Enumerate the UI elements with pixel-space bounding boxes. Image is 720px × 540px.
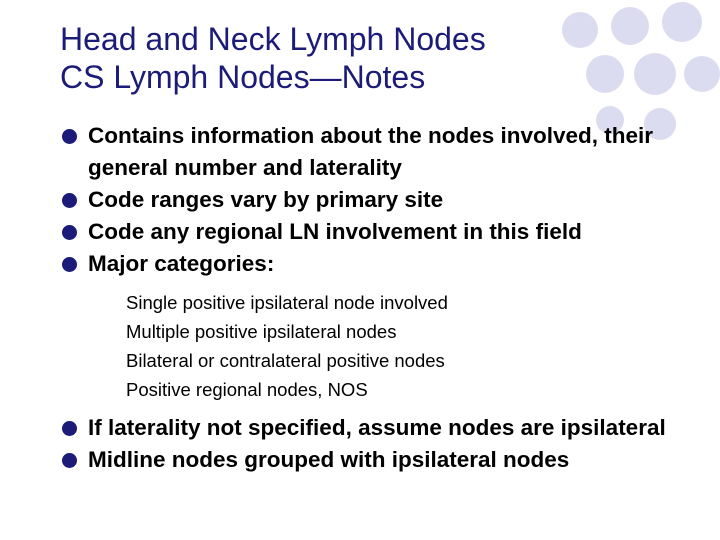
bullet-dot-icon bbox=[62, 453, 77, 468]
bullet-text: Midline nodes grouped with ipsilateral nodes bbox=[88, 447, 570, 472]
bullet-text: Contains information about the nodes involved, their general number and laterality bbox=[88, 123, 654, 180]
decor-circle bbox=[634, 53, 676, 95]
bullet-item bbox=[62, 412, 712, 444]
bullet-item bbox=[62, 184, 712, 216]
decor-circle bbox=[662, 2, 702, 42]
category-item: Positive regional nodes, NOS bbox=[126, 379, 368, 400]
title-line-2: CS Lymph Nodes—Notes bbox=[60, 59, 426, 95]
category-item: Multiple positive ipsilateral nodes bbox=[126, 321, 397, 342]
content bbox=[62, 120, 712, 476]
category-item: Single positive ipsilateral node involved bbox=[126, 292, 448, 313]
bullet-dot-icon bbox=[62, 421, 77, 436]
bullet-dot-icon bbox=[62, 225, 77, 240]
bullet-dot-icon bbox=[62, 193, 77, 208]
title-line-1: Head and Neck Lymph Nodes bbox=[60, 21, 486, 57]
bullet-dot-icon bbox=[62, 257, 77, 272]
slide-title bbox=[60, 20, 580, 96]
bullet-text: Code ranges vary by primary site bbox=[88, 187, 444, 212]
decor-circle bbox=[586, 55, 624, 93]
bullet-text: If laterality not specified, assume nodes are ipsilateral bbox=[88, 415, 666, 440]
major-categories-list bbox=[62, 288, 712, 404]
bullet-text: Code any regional LN involvement in this field bbox=[88, 219, 582, 244]
bullet-item bbox=[62, 216, 712, 248]
bullet-item bbox=[62, 444, 712, 476]
category-item: Bilateral or contralateral positive nodes bbox=[126, 350, 445, 371]
decor-circle bbox=[684, 56, 720, 92]
bullet-text: Major categories: bbox=[88, 251, 275, 276]
bullet-item bbox=[62, 248, 712, 280]
decor-circle bbox=[611, 7, 649, 45]
bullet-item bbox=[62, 120, 712, 184]
bullet-dot-icon bbox=[62, 129, 77, 144]
